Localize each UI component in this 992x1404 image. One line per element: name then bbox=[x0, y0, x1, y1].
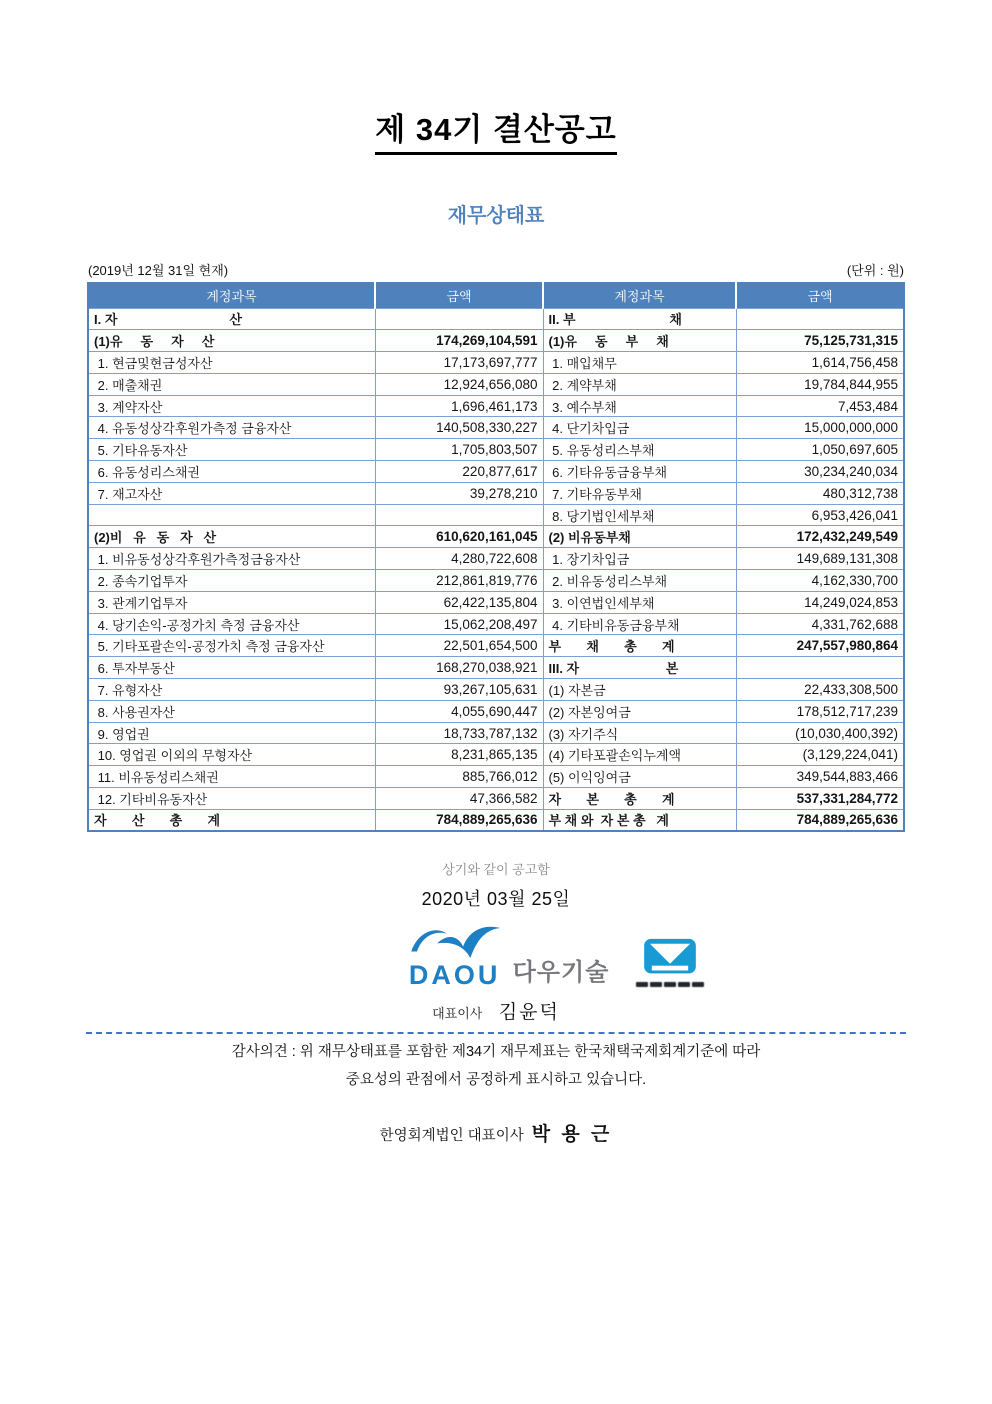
amount-cell: 4,280,722,608 bbox=[375, 548, 543, 570]
ceo-title-label: 대표이사 bbox=[432, 1006, 483, 1022]
table-meta-row bbox=[88, 260, 904, 279]
column-header-amount-left: 금액 bbox=[375, 283, 543, 308]
account-cell: 2. 계약부채 bbox=[543, 373, 736, 395]
balance-sheet-table bbox=[87, 282, 905, 832]
amount-cell: 18,733,787,132 bbox=[375, 722, 543, 744]
statement-subtitle: 재무상태표 bbox=[447, 205, 545, 227]
table-row bbox=[88, 482, 904, 504]
table-row bbox=[88, 526, 904, 548]
announce-notice: 상기와 같이 공고함 bbox=[442, 862, 550, 878]
account-cell: 6. 투자부동산 bbox=[88, 657, 375, 679]
envelope-stamp-icon bbox=[641, 937, 699, 986]
table-row bbox=[88, 461, 904, 483]
account-cell: 11. 비유동성리스채권 bbox=[88, 766, 375, 788]
amount-cell: 15,062,208,497 bbox=[375, 613, 543, 635]
amount-cell: 12,924,656,080 bbox=[375, 373, 543, 395]
amount-cell: 174,269,104,591 bbox=[375, 330, 543, 352]
account-cell: 3. 이연법인세부채 bbox=[543, 591, 736, 613]
ceo-line bbox=[0, 997, 992, 1024]
dashed-divider bbox=[86, 1032, 906, 1034]
currency-unit: (단위 : 원) bbox=[846, 263, 904, 278]
page-title: 제 34기 결산공고 bbox=[375, 104, 616, 155]
account-cell: 4. 유동성상각후원가측정 금융자산 bbox=[88, 417, 375, 439]
amount-cell: (10,030,400,392) bbox=[736, 722, 904, 744]
account-cell: 5. 기타유동자산 bbox=[88, 439, 375, 461]
corporate-stamp bbox=[637, 937, 703, 987]
amount-cell bbox=[736, 308, 904, 330]
account-cell: 6. 기타유동금융부채 bbox=[543, 461, 736, 483]
ceo-name: 김윤덕 bbox=[498, 1002, 560, 1024]
amount-cell: 349,544,883,466 bbox=[736, 766, 904, 788]
table-row bbox=[88, 788, 904, 810]
account-cell: 4. 당기손익-공정가치 측정 금융자산 bbox=[88, 613, 375, 635]
logo-row bbox=[58, 925, 992, 990]
amount-cell: 4,331,762,688 bbox=[736, 613, 904, 635]
account-cell: 2. 매출채권 bbox=[88, 373, 375, 395]
account-cell: (4) 기타포괄손익누계액 bbox=[543, 744, 736, 766]
audit-opinion-line2: 중요성의 관점에서 공정하게 표시하고 있습니다. bbox=[345, 1072, 647, 1089]
account-cell: 4. 단기차입금 bbox=[543, 417, 736, 439]
account-cell: 5. 기타포괄손익-공정가치 측정 금융자산 bbox=[88, 635, 375, 657]
table-row bbox=[88, 330, 904, 352]
table-row bbox=[88, 766, 904, 788]
account-cell: 7. 재고자산 bbox=[88, 482, 375, 504]
amount-cell: 93,267,105,631 bbox=[375, 679, 543, 701]
table-row bbox=[88, 570, 904, 592]
account-cell: 7. 유형자산 bbox=[88, 679, 375, 701]
account-cell: 자 산 총 계 bbox=[88, 809, 375, 831]
table-row bbox=[88, 548, 904, 570]
amount-cell: 22,501,654,500 bbox=[375, 635, 543, 657]
amount-cell: 178,512,717,239 bbox=[736, 700, 904, 722]
account-cell: 1. 현금및현금성자산 bbox=[88, 352, 375, 374]
account-cell: (3) 자기주식 bbox=[543, 722, 736, 744]
amount-cell: 212,861,819,776 bbox=[375, 570, 543, 592]
table-row bbox=[88, 679, 904, 701]
account-cell: 4. 기타비유동금융부채 bbox=[543, 613, 736, 635]
amount-cell: (3,129,224,041) bbox=[736, 744, 904, 766]
amount-cell: 7,453,484 bbox=[736, 395, 904, 417]
amount-cell: 784,889,265,636 bbox=[375, 809, 543, 831]
amount-cell bbox=[736, 657, 904, 679]
amount-cell: 610,620,161,045 bbox=[375, 526, 543, 548]
auditor-name: 박 용 근 bbox=[531, 1124, 613, 1146]
daou-logo bbox=[405, 924, 610, 990]
daou-bird-icon bbox=[405, 924, 505, 963]
amount-cell: 480,312,738 bbox=[736, 482, 904, 504]
account-cell: 자 본 총 계 bbox=[543, 788, 736, 810]
daou-korean-name: 다우기술 bbox=[512, 959, 610, 987]
amount-cell: 1,696,461,173 bbox=[375, 395, 543, 417]
table-row bbox=[88, 613, 904, 635]
daou-wordmark: DAOU bbox=[408, 959, 501, 990]
account-cell: (2)비 유 동 자 산 bbox=[88, 526, 375, 548]
table-row bbox=[88, 657, 904, 679]
account-cell: (2) 비유동부채 bbox=[543, 526, 736, 548]
account-cell: 6. 유동성리스채권 bbox=[88, 461, 375, 483]
amount-cell bbox=[375, 504, 543, 526]
table-header-row bbox=[88, 283, 904, 308]
amount-cell: 537,331,284,772 bbox=[736, 788, 904, 810]
amount-cell: 30,234,240,034 bbox=[736, 461, 904, 483]
amount-cell: 172,432,249,549 bbox=[736, 526, 904, 548]
amount-cell: 19,784,844,955 bbox=[736, 373, 904, 395]
account-cell: (1)유 동 부 채 bbox=[543, 330, 736, 352]
amount-cell: 784,889,265,636 bbox=[736, 809, 904, 831]
amount-cell: 4,162,330,700 bbox=[736, 570, 904, 592]
account-cell: 1. 장기차입금 bbox=[543, 548, 736, 570]
amount-cell: 1,705,803,507 bbox=[375, 439, 543, 461]
account-cell: 1. 매입채무 bbox=[543, 352, 736, 374]
account-cell: 3. 계약자산 bbox=[88, 395, 375, 417]
table-row bbox=[88, 352, 904, 374]
amount-cell: 15,000,000,000 bbox=[736, 417, 904, 439]
table-row bbox=[88, 417, 904, 439]
account-cell bbox=[88, 504, 375, 526]
account-cell: 9. 영업권 bbox=[88, 722, 375, 744]
account-cell: II. 부 채 bbox=[543, 308, 736, 330]
account-cell: 8. 당기법인세부채 bbox=[543, 504, 736, 526]
amount-cell bbox=[375, 308, 543, 330]
account-cell: 1. 비유동성상각후원가측정금융자산 bbox=[88, 548, 375, 570]
account-cell: 5. 유동성리스부채 bbox=[543, 439, 736, 461]
account-cell: 3. 예수부채 bbox=[543, 395, 736, 417]
amount-cell: 1,614,756,458 bbox=[736, 352, 904, 374]
table-row bbox=[88, 373, 904, 395]
table-row bbox=[88, 809, 904, 831]
table-row bbox=[88, 744, 904, 766]
column-header-account-right: 계정과목 bbox=[543, 283, 736, 308]
table-body bbox=[88, 308, 904, 831]
account-cell: I. 자 산 bbox=[88, 308, 375, 330]
column-header-amount-right: 금액 bbox=[736, 283, 904, 308]
as-of-date: (2019년 12월 31일 현재) bbox=[88, 263, 229, 278]
amount-cell: 22,433,308,500 bbox=[736, 679, 904, 701]
amount-cell: 17,173,697,777 bbox=[375, 352, 543, 374]
audit-opinion-line1: 감사의견 : 위 재무상태표를 포함한 제34기 재무제표는 한국채택국제회계기준에 따라 bbox=[231, 1044, 761, 1061]
table-row bbox=[88, 504, 904, 526]
account-cell: 부 채 총 계 bbox=[543, 635, 736, 657]
amount-cell: 168,270,038,921 bbox=[375, 657, 543, 679]
table-row bbox=[88, 591, 904, 613]
account-cell: 2. 종속기업투자 bbox=[88, 570, 375, 592]
amount-cell: 6,953,426,041 bbox=[736, 504, 904, 526]
table-row bbox=[88, 395, 904, 417]
auditor-firm-label: 한영회계법인 대표이사 bbox=[379, 1128, 524, 1145]
auditor-line bbox=[0, 1119, 992, 1146]
amount-cell: 220,877,617 bbox=[375, 461, 543, 483]
stamp-signature bbox=[636, 982, 704, 987]
account-cell: (1) 자본금 bbox=[543, 679, 736, 701]
publication-date: 2020년 03월 25일 bbox=[421, 889, 571, 910]
table-row bbox=[88, 700, 904, 722]
account-cell: 10. 영업권 이외의 무형자산 bbox=[88, 744, 375, 766]
amount-cell: 140,508,330,227 bbox=[375, 417, 543, 439]
amount-cell: 4,055,690,447 bbox=[375, 700, 543, 722]
account-cell: 2. 비유동성리스부채 bbox=[543, 570, 736, 592]
table-row bbox=[88, 722, 904, 744]
amount-cell: 14,249,024,853 bbox=[736, 591, 904, 613]
amount-cell: 8,231,865,135 bbox=[375, 744, 543, 766]
account-cell: (1)유 동 자 산 bbox=[88, 330, 375, 352]
amount-cell: 39,278,210 bbox=[375, 482, 543, 504]
amount-cell: 75,125,731,315 bbox=[736, 330, 904, 352]
account-cell: 3. 관계기업투자 bbox=[88, 591, 375, 613]
account-cell: 12. 기타비유동자산 bbox=[88, 788, 375, 810]
amount-cell: 62,422,135,804 bbox=[375, 591, 543, 613]
account-cell: III. 자 본 bbox=[543, 657, 736, 679]
footer bbox=[0, 859, 992, 1146]
amount-cell: 1,050,697,605 bbox=[736, 439, 904, 461]
table-row bbox=[88, 308, 904, 330]
table-row bbox=[88, 439, 904, 461]
account-cell: 8. 사용권자산 bbox=[88, 700, 375, 722]
account-cell: 7. 기타유동부채 bbox=[543, 482, 736, 504]
amount-cell: 47,366,582 bbox=[375, 788, 543, 810]
amount-cell: 149,689,131,308 bbox=[736, 548, 904, 570]
table-row bbox=[88, 635, 904, 657]
column-header-account-left: 계정과목 bbox=[88, 283, 375, 308]
account-cell: 부 채 와 자 본 총 계 bbox=[543, 809, 736, 831]
amount-cell: 885,766,012 bbox=[375, 766, 543, 788]
account-cell: (2) 자본잉여금 bbox=[543, 700, 736, 722]
account-cell: (5) 이익잉여금 bbox=[543, 766, 736, 788]
amount-cell: 247,557,980,864 bbox=[736, 635, 904, 657]
